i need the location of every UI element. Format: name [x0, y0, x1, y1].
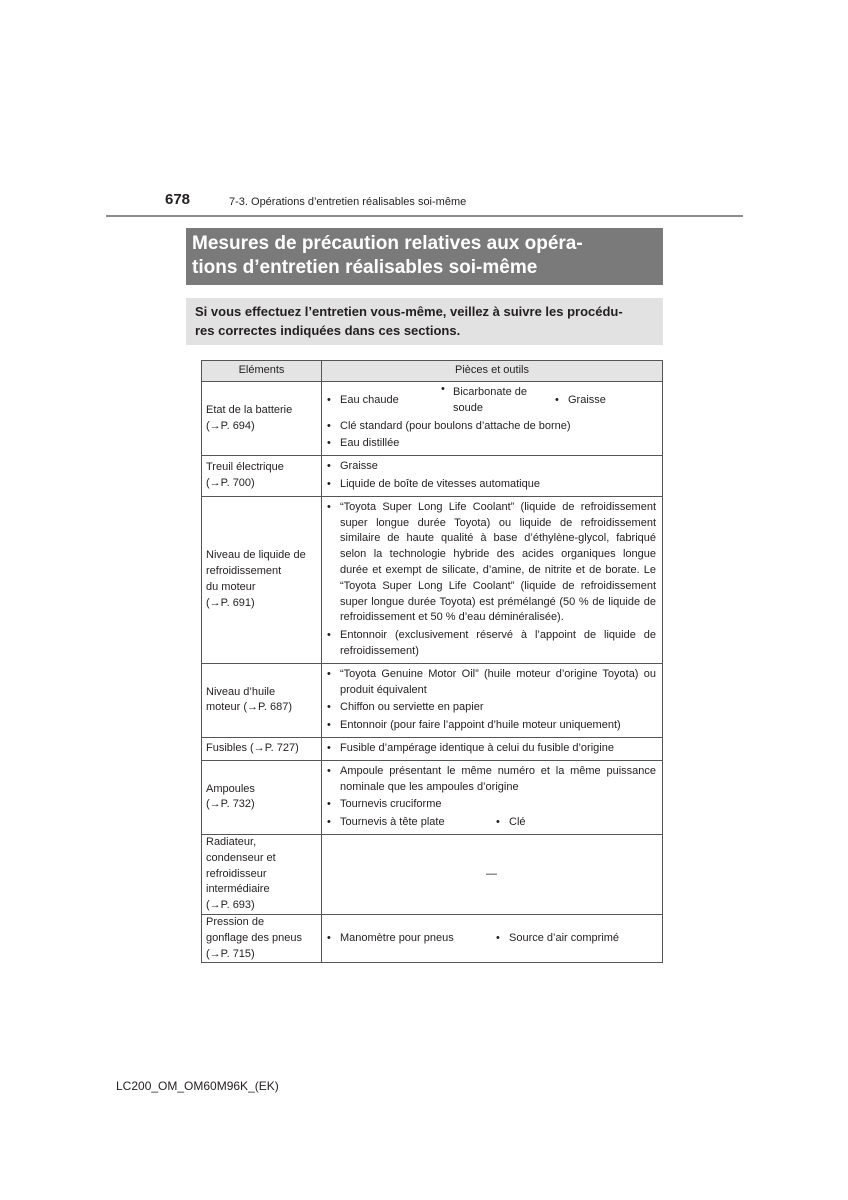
tools-cell: [322, 496, 663, 663]
tool-item: • Entonnoir (exclusivement réservé à l’appoint de liquide de refroidissement): [327, 628, 656, 660]
element-name: refroidisseur: [206, 867, 267, 880]
page-title-line: tions d’entretien réalisables soi-même: [192, 257, 538, 278]
tool-item: • Tournevis cruciforme: [327, 797, 656, 813]
element-name: Fusibles: [206, 741, 247, 754]
element-cell: [202, 914, 322, 962]
table-row-bulbs: [202, 760, 663, 834]
tools-inline-list: [327, 815, 656, 831]
element-name: condenseur et: [206, 851, 276, 864]
tool-item: • Manomètre pour pneus: [327, 931, 496, 947]
element-cell: [202, 382, 322, 456]
element-name-with-ref: [206, 700, 317, 716]
tool-item: • Eau chaude: [327, 393, 440, 409]
intro-note: [186, 298, 663, 345]
page-reference: (→P. 715): [206, 947, 255, 960]
tools-cell: [322, 382, 663, 456]
element-name: intermédiaire: [206, 883, 270, 896]
section-heading: 7-3. Opérations d’entretien réalisables soi-même: [229, 196, 467, 208]
table-header-row: [202, 361, 663, 382]
element-name: gonflage des pneus: [206, 931, 303, 944]
header-divider: [106, 215, 743, 217]
tools-cell: [322, 914, 663, 962]
column-header-elements: Eléments: [202, 361, 322, 382]
table-row-tires: [202, 914, 663, 962]
tools-list: [327, 667, 656, 734]
tool-item: • Chiffon ou serviette en papier: [327, 700, 656, 716]
element-name: Treuil électrique: [206, 461, 284, 474]
table-row-coolant: [202, 496, 663, 663]
element-name: Pression de: [206, 915, 265, 928]
page-reference: (→P. 687): [243, 701, 293, 714]
page-number: 678: [165, 191, 191, 208]
element-name: Radiateur,: [206, 835, 257, 848]
tools-inline-list: [327, 931, 656, 947]
tools-list: [327, 419, 656, 453]
tools-cell: [322, 737, 663, 760]
element-cell: [202, 834, 322, 914]
table-row-oil: [202, 663, 663, 737]
tool-item: • Tournevis à tête plate: [327, 815, 496, 831]
element-name: du moteur: [206, 580, 256, 593]
tool-item: • Ampoule présentant le même numéro et la même puissance nominale que les ampoules d’origine: [327, 764, 656, 796]
tool-item: • Clé standard (pour boulons d’attache de borne): [327, 419, 656, 435]
tools-cell: [322, 663, 663, 737]
tools-cell: [322, 760, 663, 834]
tools-list: [327, 764, 656, 813]
tool-item: • Clé: [496, 815, 526, 831]
element-name: Ampoules: [206, 782, 255, 795]
tool-item: • Graisse: [555, 393, 606, 409]
tools-inline-list: [327, 385, 656, 417]
tool-item: • “Toyota Super Long Life Coolant” (liquide de refroidissement super longue durée Toyota) ou liquide de refroidissement similaire de haute qualité à base d’éthylène-glycol, fabriqué selon la technologie hybride des acides organiques longue durée et exempt de silicate, d’amine, de nitrite et de borate. Le “Toyota Super Long Life Coolant” (liquide de refroidissement super longue durée Toyota) est prémélangé (50 % de liquide de refroidissement et 50 % d’eau déminéralisée).: [327, 500, 656, 626]
intro-line: Si vous effectuez l’entretien vous-même, veillez à suivre les procédu-: [195, 304, 623, 319]
page-title-line: Mesures de précaution relatives aux opéra-: [192, 233, 583, 254]
document-code: LC200_OM_OM60M96K_(EK): [116, 1079, 279, 1093]
page-reference: (→P. 732): [206, 798, 255, 811]
maintenance-tools-table: [201, 360, 663, 963]
tools-list: [327, 500, 656, 660]
table-row-radiator: [202, 834, 663, 914]
intro-line: res correctes indiquées dans ces sections.: [195, 323, 461, 338]
tool-item: • Entonnoir (pour faire l’appoint d’huile moteur uniquement): [327, 718, 656, 734]
element-cell: [202, 760, 322, 834]
element-cell: [202, 663, 322, 737]
table-row-fuses: [202, 737, 663, 760]
tool-item: • Liquide de boîte de vitesses automatique: [327, 477, 656, 493]
tool-item: • Eau distillée: [327, 436, 656, 452]
page-reference: (→P. 694): [206, 419, 255, 432]
tools-list: [327, 741, 656, 757]
tool-item: • Fusible d’ampérage identique à celui du fusible d’origine: [327, 741, 656, 757]
element-name: Etat de la batterie: [206, 403, 293, 416]
page-reference: (→P. 700): [206, 476, 255, 489]
page-reference: (→P. 691): [206, 596, 255, 609]
column-header-tools: Pièces et outils: [322, 361, 663, 382]
element-cell: [202, 456, 322, 497]
element-cell: [202, 737, 322, 760]
tool-item: • Source d’air comprimé: [496, 931, 619, 947]
element-cell: [202, 496, 322, 663]
element-name: moteur: [206, 701, 241, 714]
page-reference: (→P. 693): [206, 899, 255, 912]
element-name: refroidissement: [206, 564, 282, 577]
tools-cell-empty: —: [322, 834, 663, 914]
tool-item: • “Toyota Genuine Motor Oil” (huile moteur d’origine Toyota) ou produit équivalent: [327, 667, 656, 699]
tools-cell: [322, 456, 663, 497]
table-row-battery: [202, 382, 663, 456]
table-row-winch: [202, 456, 663, 497]
page-reference: (→P. 727): [250, 741, 299, 754]
tools-list: [327, 459, 656, 493]
tool-item: • Graisse: [327, 459, 656, 475]
element-name: Niveau de liquide de: [206, 549, 306, 562]
tool-item: • Bicarbonate de soude: [440, 385, 541, 417]
element-name: Niveau d’huile: [206, 685, 276, 698]
page-title: [186, 228, 663, 285]
